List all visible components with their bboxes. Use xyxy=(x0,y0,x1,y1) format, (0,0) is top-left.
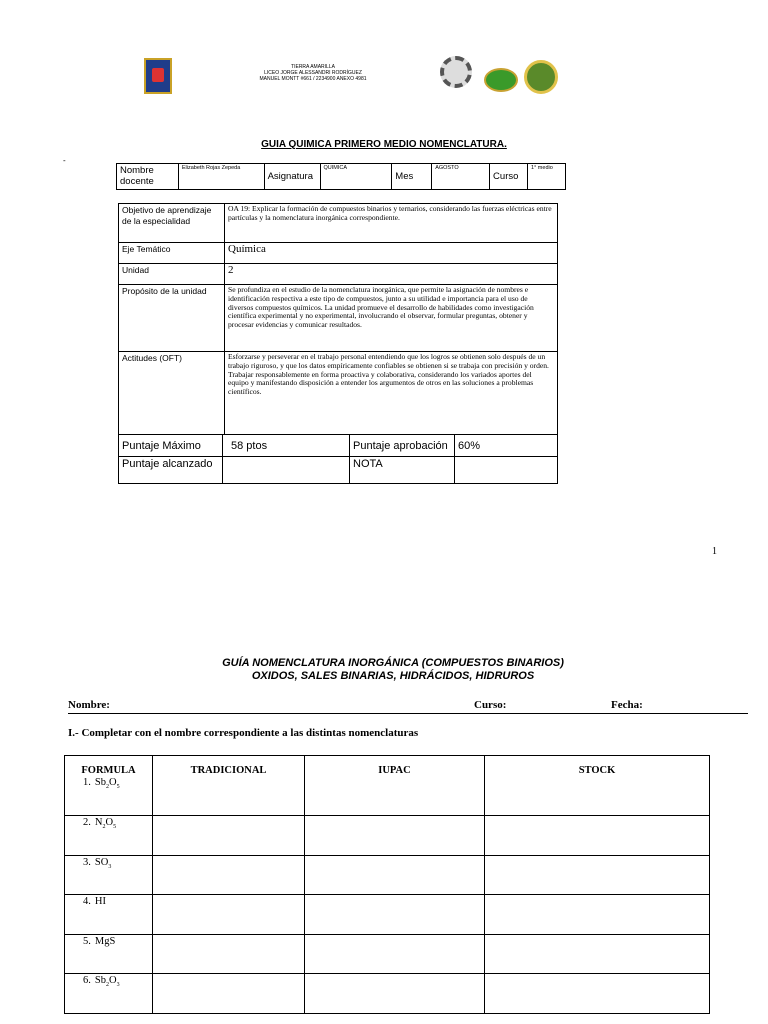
formula-base: HI xyxy=(94,896,106,907)
formula-number: 6. xyxy=(83,975,91,986)
round-seal-logo xyxy=(524,60,558,94)
school-info-line: LICEO JORGE ALESSANDRI RODRÍGUEZ xyxy=(264,70,362,76)
iupac-answer[interactable] xyxy=(305,776,485,816)
table-row xyxy=(65,934,710,974)
formula-subscript: 5 xyxy=(116,784,120,791)
school-info-line: MANUEL MONTT #661 / 2234900 ANEXO 4981 xyxy=(259,76,367,82)
school-crest-logo xyxy=(144,58,172,94)
header-stock: STOCK xyxy=(485,756,710,777)
actitudes-value xyxy=(225,352,558,435)
teacher-info-table xyxy=(116,163,566,190)
formula-element: O xyxy=(105,817,114,828)
docente-label: Nombre docente xyxy=(117,164,179,190)
margin-mark: - xyxy=(63,156,66,165)
stock-answer[interactable] xyxy=(485,855,710,895)
nota-value[interactable] xyxy=(455,457,558,484)
formula-subscript: 5 xyxy=(113,824,117,831)
curso-label: Curso xyxy=(490,164,528,190)
puntaje-alcanzado-label: Puntaje alcanzado xyxy=(119,457,223,484)
stock-answer[interactable] xyxy=(485,895,710,935)
unidad-label: Unidad xyxy=(119,264,225,285)
formula-number: 2. xyxy=(83,817,91,828)
formula-base: Sb xyxy=(94,777,106,788)
formula-base: SO xyxy=(94,856,109,868)
leaf-logo xyxy=(484,68,518,92)
proposito-value: Se profundiza en el estudio de la nomenclatura inorgánica, que permite la asignación de nombres e identificación respectiva a este tipo de compuestos, junto a su utilidad e importancia para el uso de diversos compuestos químicos. La unidad promueve el desarrollo de habilidades como investigación científica experimental y no experimental, involucrando el observar, formular preguntas, obtener y procesar evidencias y comunicar resultados. xyxy=(225,285,558,352)
formula-number: 5. xyxy=(83,935,91,947)
page-number: 1 xyxy=(712,546,717,557)
formula-cell xyxy=(65,776,153,816)
stock-answer[interactable] xyxy=(485,776,710,816)
nombre-label: Nombre: xyxy=(68,699,110,711)
table-row xyxy=(65,855,710,895)
nomenclature-table xyxy=(64,755,710,1014)
iupac-answer[interactable] xyxy=(305,855,485,895)
puntaje-alcanzado-value[interactable] xyxy=(223,457,350,484)
instruction: I.- Completar con el nombre correspondiente a las distintas nomenclaturas xyxy=(68,727,419,739)
puntaje-aprobacion-label: Puntaje aprobación xyxy=(350,435,455,457)
mes-value: AGOSTO xyxy=(432,164,490,190)
puntaje-aprobacion-value: 60% xyxy=(455,435,558,457)
header-formula: FORMULA xyxy=(65,756,153,777)
table-row xyxy=(65,974,710,1014)
formula-cell xyxy=(65,895,153,935)
iupac-answer[interactable] xyxy=(305,816,485,856)
formula-element: O xyxy=(108,777,117,788)
formula-base: Sb xyxy=(94,975,106,986)
actitudes-paragraph: Trabajar responsablemente en forma proactiva y colaborativa, considerando los variados aportes del equipo y manifestando disposición a entender los argumentos de otros en las soluciones a problemas científicos. xyxy=(228,369,534,397)
formula-subscript: 3 xyxy=(116,982,120,989)
iupac-answer[interactable] xyxy=(305,934,485,974)
nota-label: NOTA xyxy=(350,457,455,484)
unidad-value: 2 xyxy=(225,264,558,285)
docente-value: Elizabeth Rojas Zepeda xyxy=(178,164,264,190)
table-row xyxy=(65,895,710,935)
formula-number: 1. xyxy=(83,777,91,788)
formula-cell xyxy=(65,934,153,974)
tradicional-answer[interactable] xyxy=(153,855,305,895)
actitudes-paragraph: Esforzarse y perseverar en el trabajo personal entendiendo que los logros se obtienen solo después de un trabajo riguroso, y que los datos empíricamente confiables se obtienen si se trabaja con precisión y orden. xyxy=(228,352,549,370)
fecha-label: Fecha: xyxy=(611,699,643,711)
formula-subscript: 2 xyxy=(105,784,109,791)
document-title: GUIA QUIMICA PRIMERO MEDIO NOMENCLATURA. xyxy=(261,139,507,150)
formula-subscript: 2 xyxy=(102,824,106,831)
tradicional-answer[interactable] xyxy=(153,974,305,1014)
student-info-row xyxy=(68,697,748,714)
formula-number: 4. xyxy=(83,896,91,907)
stock-answer[interactable] xyxy=(485,934,710,974)
formula-element: O xyxy=(108,975,117,986)
objetivo-label: Objetivo de aprendizaje de la especialidad xyxy=(119,204,225,243)
tradicional-answer[interactable] xyxy=(153,816,305,856)
eje-label: Eje Temático xyxy=(119,243,225,264)
formula-number: 3. xyxy=(83,856,91,868)
header-tradicional: TRADICIONAL xyxy=(153,756,305,777)
puntaje-maximo-label: Puntaje Máximo xyxy=(119,435,223,457)
table-row xyxy=(65,816,710,856)
curso-field-label: Curso: xyxy=(474,699,507,711)
table-row xyxy=(65,776,710,816)
guide-title-line: GUÍA NOMENCLATURA INORGÁNICA (COMPUESTOS BINARIOS) xyxy=(222,657,564,669)
eje-value: Química xyxy=(225,243,558,264)
puntaje-maximo-value: 58 ptos xyxy=(223,435,350,457)
curso-value: 1° medio xyxy=(528,164,566,190)
score-table xyxy=(118,434,558,484)
header-iupac: IUPAC xyxy=(305,756,485,777)
guide-title xyxy=(0,657,768,683)
tradicional-answer[interactable] xyxy=(153,934,305,974)
stock-answer[interactable] xyxy=(485,974,710,1014)
asignatura-label: Asignatura xyxy=(264,164,320,190)
iupac-answer[interactable] xyxy=(305,895,485,935)
tradicional-answer[interactable] xyxy=(153,776,305,816)
objetivo-value: OA 19: Explicar la formación de compuestos binarios y ternarios, considerando las fuerzas eléctricas entre partículas y la nomenclatura inorgánica correspondiente. xyxy=(225,204,558,243)
actitudes-label: Actitudes (OFT) xyxy=(119,352,225,435)
tradicional-answer[interactable] xyxy=(153,895,305,935)
stock-answer[interactable] xyxy=(485,816,710,856)
school-info-line: TIERRA AMARILLA xyxy=(291,64,335,70)
asignatura-value: QUIMICA xyxy=(320,164,392,190)
gear-seal-logo xyxy=(440,56,472,88)
iupac-answer[interactable] xyxy=(305,974,485,1014)
proposito-label: Propósito de la unidad xyxy=(119,285,225,352)
formula-base: MgS xyxy=(94,935,116,947)
formula-cell xyxy=(65,816,153,856)
formula-base: N xyxy=(94,817,103,828)
mes-label: Mes xyxy=(392,164,432,190)
formula-subscript: 3 xyxy=(108,863,112,870)
formula-cell xyxy=(65,855,153,895)
guide-title-line: OXIDOS, SALES BINARIAS, HIDRÁCIDOS, HIDRUROS xyxy=(251,670,535,682)
unit-objectives-table xyxy=(118,203,558,435)
formula-subscript: 2 xyxy=(105,982,109,989)
school-info xyxy=(238,64,388,82)
formula-cell xyxy=(65,974,153,1014)
